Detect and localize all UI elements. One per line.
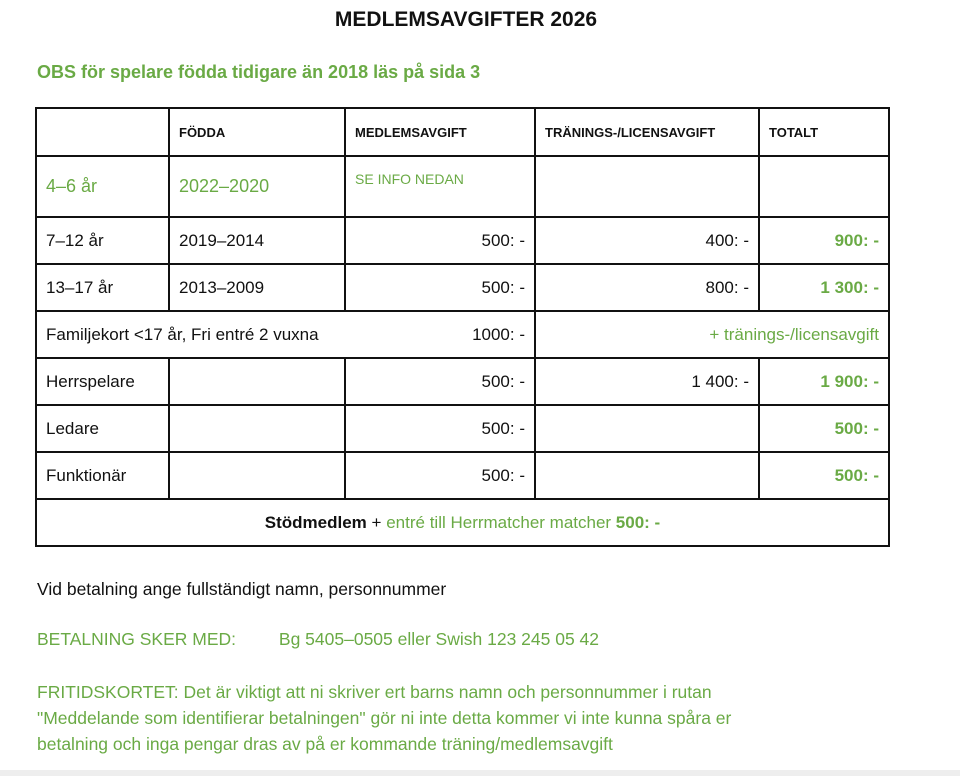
payment-info	[37, 626, 599, 652]
cell: 500: -	[759, 452, 889, 499]
cell	[535, 452, 759, 499]
family-price: 1000: -	[472, 324, 525, 344]
page-title: MEDLEMSAVGIFTER 2026	[334, 8, 598, 31]
cell: 500: -	[345, 358, 535, 405]
cell: 2013–2009	[169, 264, 345, 311]
cell: 2022–2020	[169, 156, 345, 217]
table-row	[36, 156, 889, 217]
cell: 1 900: -	[759, 358, 889, 405]
payment-methods: Bg 5405–0505 eller Swish 123 245 05 42	[278, 629, 600, 649]
fritidskort-line: betalning och inga pengar dras av på er kommande träning/medlemsavgift	[37, 734, 613, 754]
cell: 500: -	[345, 452, 535, 499]
notice: OBS för spelare födda tidigare än 2018 läs på sida 3	[37, 62, 481, 82]
table-header-row	[36, 108, 889, 156]
cell: 1 400: -	[535, 358, 759, 405]
cell	[535, 156, 759, 217]
cell	[535, 405, 759, 452]
cell: 800: -	[535, 264, 759, 311]
cell: SE INFO NEDAN	[345, 156, 535, 217]
payment-note: Vid betalning ange fullständigt namn, personnummer	[37, 579, 447, 599]
support-plus: +	[371, 512, 382, 532]
support-label: Stödmedlem	[264, 512, 367, 532]
support-price: 500: -	[615, 512, 661, 532]
cell: 900: -	[759, 217, 889, 264]
header-cell	[36, 108, 169, 156]
cell: 13–17 år	[36, 264, 169, 311]
cell	[759, 156, 889, 217]
cell	[36, 311, 535, 358]
family-label: Familjekort <17 år, Fri entré 2 vuxna	[46, 324, 319, 344]
cell: 4–6 år	[36, 156, 169, 217]
fritidskort-line: "Meddelande som identifierar betalningen" gör ni inte detta kommer vi inte kunna spåra er	[37, 708, 732, 728]
table-row-family	[36, 311, 889, 358]
cell: 400: -	[535, 217, 759, 264]
payment-label: BETALNING SKER MED:	[37, 629, 237, 649]
header-cell: TOTALT	[759, 108, 889, 156]
table-row	[36, 358, 889, 405]
header-cell: MEDLEMSAVGIFT	[345, 108, 535, 156]
fritidskort-info	[37, 679, 731, 757]
cell: 500: -	[759, 405, 889, 452]
cell	[36, 499, 889, 546]
cell: 500: -	[345, 405, 535, 452]
cell	[169, 358, 345, 405]
page-edge	[0, 770, 960, 776]
family-note: + tränings-/licensavgift	[535, 311, 889, 358]
cell: Funktionär	[36, 452, 169, 499]
cell: 500: -	[345, 217, 535, 264]
cell: Herrspelare	[36, 358, 169, 405]
cell: Ledare	[36, 405, 169, 452]
support-text: entré till Herrmatcher matcher	[386, 512, 612, 532]
table-row	[36, 217, 889, 264]
cell: 7–12 år	[36, 217, 169, 264]
header-cell: FÖDDA	[169, 108, 345, 156]
table-row-support	[36, 499, 889, 546]
cell	[169, 405, 345, 452]
table-row	[36, 264, 889, 311]
header-cell: TRÄNINGS-/LICENSAVGIFT	[535, 108, 759, 156]
cell: 500: -	[345, 264, 535, 311]
table-row	[36, 452, 889, 499]
fee-table	[35, 107, 890, 547]
cell: 1 300: -	[759, 264, 889, 311]
fritidskort-line: FRITIDSKORTET: Det är viktigt att ni skriver ert barns namn och personnummer i rutan	[37, 682, 712, 702]
cell	[169, 452, 345, 499]
cell: 2019–2014	[169, 217, 345, 264]
table-row	[36, 405, 889, 452]
